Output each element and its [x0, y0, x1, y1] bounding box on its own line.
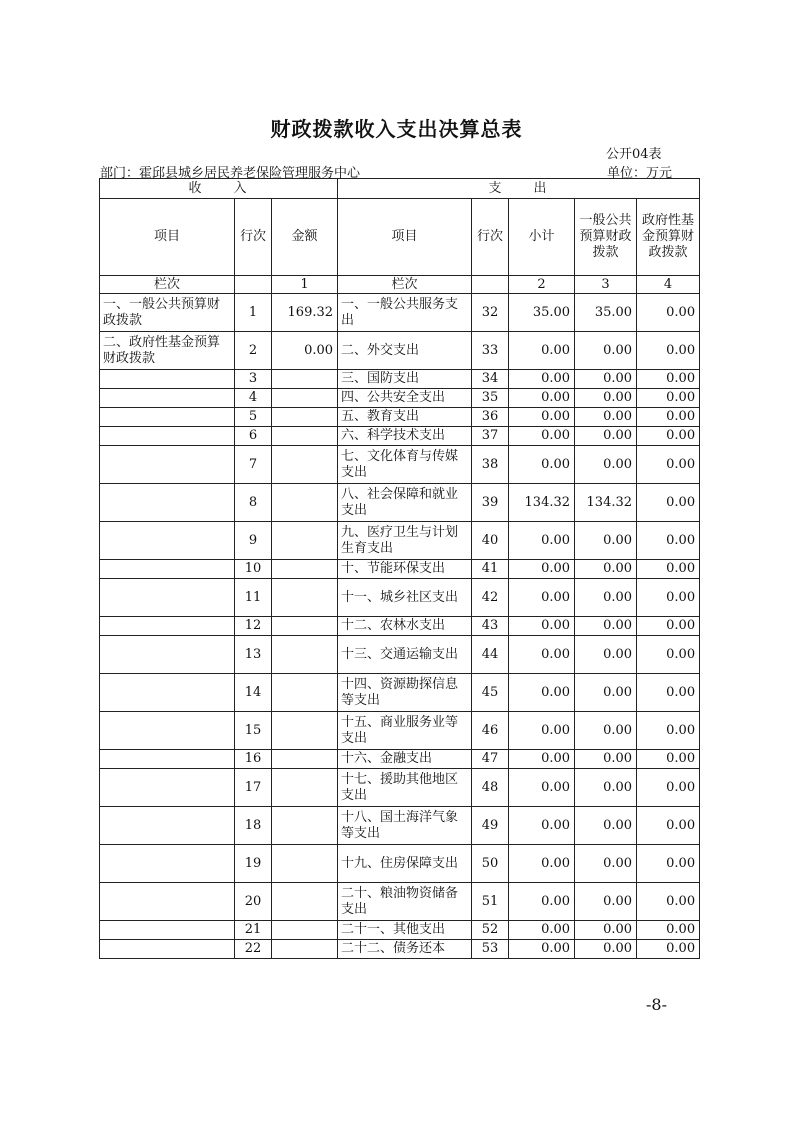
income-index-label: 栏次	[100, 276, 235, 294]
income-item-cell	[100, 427, 235, 446]
subtotal-cell: 35.00	[509, 294, 575, 332]
income-amount-cell: 169.32	[272, 294, 338, 332]
expense-line-cell: 42	[472, 579, 509, 617]
income-line-cell: 14	[235, 674, 272, 712]
gov-fund-cell: 0.00	[637, 674, 700, 712]
expense-line-cell: 39	[472, 484, 509, 522]
gov-fund-cell: 0.00	[637, 712, 700, 750]
income-amount-cell	[272, 750, 338, 769]
gov-fund-cell: 0.00	[637, 636, 700, 674]
income-item-cell	[100, 769, 235, 807]
table-row	[100, 636, 700, 674]
gov-fund-index: 4	[637, 276, 700, 294]
column-index-row	[100, 276, 700, 294]
general-budget-cell: 0.00	[575, 769, 637, 807]
income-index-line	[235, 276, 272, 294]
income-line-cell: 16	[235, 750, 272, 769]
income-item-cell	[100, 522, 235, 560]
income-amount-cell	[272, 389, 338, 408]
gov-fund-cell: 0.00	[637, 921, 700, 940]
expense-item-cell: 十六、金融支出	[338, 750, 472, 769]
general-budget-cell: 0.00	[575, 579, 637, 617]
table-row	[100, 560, 700, 579]
expense-item-cell: 十二、农林水支出	[338, 617, 472, 636]
expense-line-cell: 47	[472, 750, 509, 769]
gov-fund-cell: 0.00	[637, 769, 700, 807]
expense-line-cell: 37	[472, 427, 509, 446]
expense-section-header: 支 出	[338, 179, 700, 199]
expense-item-cell: 十七、援助其他地区支出	[338, 769, 472, 807]
income-amount-cell	[272, 807, 338, 845]
header-row-sections	[100, 179, 700, 199]
table-row	[100, 940, 700, 959]
expense-item-cell: 二十、粮油物资储备支出	[338, 883, 472, 921]
table-row	[100, 750, 700, 769]
table-row	[100, 769, 700, 807]
income-line-cell: 22	[235, 940, 272, 959]
page-title: 财政拨款收入支出决算总表	[270, 117, 523, 141]
expense-item-cell: 十、节能环保支出	[338, 560, 472, 579]
income-item-cell	[100, 408, 235, 427]
gov-fund-cell: 0.00	[637, 617, 700, 636]
subtotal-cell: 0.00	[509, 636, 575, 674]
income-section-header: 收 入	[100, 179, 338, 199]
expense-item-cell: 十五、商业服务业等支出	[338, 712, 472, 750]
subtotal-cell: 0.00	[509, 940, 575, 959]
expense-item-header: 项目	[338, 199, 472, 276]
general-budget-cell: 0.00	[575, 940, 637, 959]
expense-line-cell: 48	[472, 769, 509, 807]
table-row	[100, 845, 700, 883]
expense-line-cell: 33	[472, 332, 509, 370]
general-budget-cell: 0.00	[575, 446, 637, 484]
gov-fund-cell: 0.00	[637, 332, 700, 370]
income-amount-cell	[272, 845, 338, 883]
gov-fund-cell: 0.00	[637, 845, 700, 883]
expense-item-cell: 九、医疗卫生与计划生育支出	[338, 522, 472, 560]
form-code: 公开04表	[606, 147, 662, 162]
income-amount-cell	[272, 427, 338, 446]
income-amount-cell	[272, 769, 338, 807]
income-line-cell: 17	[235, 769, 272, 807]
expense-item-cell: 二十二、债务还本	[338, 940, 472, 959]
subtotal-cell: 0.00	[509, 579, 575, 617]
expense-item-cell: 一、一般公共服务支出	[338, 294, 472, 332]
subtotal-cell: 0.00	[509, 712, 575, 750]
income-item-cell	[100, 484, 235, 522]
expense-line-cell: 34	[472, 370, 509, 389]
expense-item-cell: 七、文化体育与传媒支出	[338, 446, 472, 484]
income-item-cell	[100, 617, 235, 636]
subtotal-cell: 0.00	[509, 332, 575, 370]
general-budget-cell: 0.00	[575, 807, 637, 845]
income-amount-cell	[272, 579, 338, 617]
table-row	[100, 674, 700, 712]
income-line-cell: 9	[235, 522, 272, 560]
income-item-cell	[100, 940, 235, 959]
gov-fund-cell: 0.00	[637, 370, 700, 389]
department-label: 部门：霍邱县城乡居民养老保险管理服务中心	[100, 166, 361, 181]
expense-line-cell: 43	[472, 617, 509, 636]
income-line-cell: 11	[235, 579, 272, 617]
gov-fund-cell: 0.00	[637, 389, 700, 408]
expense-line-cell: 49	[472, 807, 509, 845]
table-row	[100, 579, 700, 617]
general-budget-cell: 0.00	[575, 389, 637, 408]
subtotal-cell: 0.00	[509, 560, 575, 579]
subtotal-cell: 0.00	[509, 750, 575, 769]
income-line-cell: 21	[235, 921, 272, 940]
table-row	[100, 617, 700, 636]
page-number: -8-	[646, 995, 667, 1014]
table-row	[100, 446, 700, 484]
income-amount-cell	[272, 484, 338, 522]
income-line-cell: 4	[235, 389, 272, 408]
expense-index-label: 栏次	[338, 276, 472, 294]
gov-fund-cell: 0.00	[637, 750, 700, 769]
subtotal-cell: 0.00	[509, 446, 575, 484]
income-line-cell: 2	[235, 332, 272, 370]
subtotal-cell: 0.00	[509, 845, 575, 883]
subtotal-cell: 0.00	[509, 769, 575, 807]
income-item-cell	[100, 370, 235, 389]
income-amount-cell	[272, 446, 338, 484]
income-line-cell: 10	[235, 560, 272, 579]
expense-item-cell: 十三、交通运输支出	[338, 636, 472, 674]
expense-item-cell: 十四、资源勘探信息等支出	[338, 674, 472, 712]
general-budget-cell: 0.00	[575, 674, 637, 712]
table-row	[100, 408, 700, 427]
general-budget-cell: 0.00	[575, 560, 637, 579]
income-line-cell: 12	[235, 617, 272, 636]
table-row	[100, 294, 700, 332]
table-row	[100, 370, 700, 389]
income-line-cell: 13	[235, 636, 272, 674]
subtotal-cell: 134.32	[509, 484, 575, 522]
expense-line-cell: 51	[472, 883, 509, 921]
expense-item-cell: 六、科学技术支出	[338, 427, 472, 446]
general-budget-cell: 134.32	[575, 484, 637, 522]
expense-line-cell: 41	[472, 560, 509, 579]
income-item-cell: 一、一般公共预算财政拨款	[100, 294, 235, 332]
general-budget-cell: 0.00	[575, 617, 637, 636]
gov-fund-cell: 0.00	[637, 807, 700, 845]
income-line-header: 行次	[235, 199, 272, 276]
subtotal-cell: 0.00	[509, 389, 575, 408]
income-line-cell: 18	[235, 807, 272, 845]
general-budget-header: 一般公共预算财政拨款	[575, 199, 637, 276]
general-budget-cell: 0.00	[575, 636, 637, 674]
income-amount-cell	[272, 883, 338, 921]
general-budget-cell: 0.00	[575, 522, 637, 560]
income-line-cell: 1	[235, 294, 272, 332]
expense-item-cell: 十一、城乡社区支出	[338, 579, 472, 617]
gov-fund-cell: 0.00	[637, 522, 700, 560]
income-amount-cell	[272, 674, 338, 712]
subtotal-header: 小计	[509, 199, 575, 276]
expense-line-cell: 36	[472, 408, 509, 427]
table-row	[100, 427, 700, 446]
general-budget-cell: 35.00	[575, 294, 637, 332]
income-line-cell: 7	[235, 446, 272, 484]
subtotal-cell: 0.00	[509, 408, 575, 427]
income-item-cell	[100, 446, 235, 484]
gov-fund-cell: 0.00	[637, 294, 700, 332]
expense-line-cell: 40	[472, 522, 509, 560]
income-amount-cell	[272, 712, 338, 750]
income-amount-cell	[272, 921, 338, 940]
expense-item-cell: 十九、住房保障支出	[338, 845, 472, 883]
general-budget-cell: 0.00	[575, 370, 637, 389]
income-line-cell: 8	[235, 484, 272, 522]
expense-item-cell: 八、社会保障和就业支出	[338, 484, 472, 522]
expense-line-cell: 35	[472, 389, 509, 408]
table-row	[100, 712, 700, 750]
gov-fund-cell: 0.00	[637, 940, 700, 959]
expense-item-cell: 四、公共安全支出	[338, 389, 472, 408]
subtotal-cell: 0.00	[509, 427, 575, 446]
subtotal-cell: 0.00	[509, 617, 575, 636]
income-item-cell	[100, 921, 235, 940]
expense-item-cell: 二、外交支出	[338, 332, 472, 370]
expense-item-cell: 十八、国土海洋气象等支出	[338, 807, 472, 845]
general-budget-cell: 0.00	[575, 750, 637, 769]
income-line-cell: 6	[235, 427, 272, 446]
expense-line-cell: 45	[472, 674, 509, 712]
expense-line-cell: 52	[472, 921, 509, 940]
income-line-cell: 15	[235, 712, 272, 750]
expense-line-cell: 38	[472, 446, 509, 484]
general-budget-cell: 0.00	[575, 921, 637, 940]
subtotal-cell: 0.00	[509, 674, 575, 712]
expense-item-cell: 五、教育支出	[338, 408, 472, 427]
income-item-cell	[100, 883, 235, 921]
general-budget-cell: 0.00	[575, 408, 637, 427]
income-amount-cell	[272, 560, 338, 579]
subtotal-cell: 0.00	[509, 370, 575, 389]
gov-fund-cell: 0.00	[637, 408, 700, 427]
income-item-cell: 二、政府性基金预算财政拨款	[100, 332, 235, 370]
subtotal-cell: 0.00	[509, 807, 575, 845]
gov-fund-cell: 0.00	[637, 446, 700, 484]
income-item-cell	[100, 636, 235, 674]
budget-table	[99, 178, 700, 959]
gov-fund-cell: 0.00	[637, 427, 700, 446]
income-line-cell: 5	[235, 408, 272, 427]
gov-fund-cell: 0.00	[637, 883, 700, 921]
income-amount-cell	[272, 522, 338, 560]
gov-fund-header: 政府性基金预算财政拨款	[637, 199, 700, 276]
expense-line-cell: 32	[472, 294, 509, 332]
expense-index-line	[472, 276, 509, 294]
income-amount-cell: 0.00	[272, 332, 338, 370]
gov-fund-cell: 0.00	[637, 579, 700, 617]
income-amount-cell	[272, 940, 338, 959]
table-row	[100, 484, 700, 522]
general-index: 3	[575, 276, 637, 294]
gov-fund-cell: 0.00	[637, 484, 700, 522]
income-line-cell: 19	[235, 845, 272, 883]
income-amount-header: 金额	[272, 199, 338, 276]
table-row	[100, 807, 700, 845]
table-row	[100, 389, 700, 408]
expense-line-cell: 44	[472, 636, 509, 674]
table-row	[100, 883, 700, 921]
general-budget-cell: 0.00	[575, 427, 637, 446]
income-item-cell	[100, 674, 235, 712]
unit-label: 单位：万元	[607, 166, 673, 181]
subtotal-cell: 0.00	[509, 522, 575, 560]
general-budget-cell: 0.00	[575, 883, 637, 921]
subtotal-index: 2	[509, 276, 575, 294]
general-budget-cell: 0.00	[575, 712, 637, 750]
expense-line-cell: 50	[472, 845, 509, 883]
income-item-cell	[100, 389, 235, 408]
income-item-cell	[100, 712, 235, 750]
income-amount-cell	[272, 408, 338, 427]
subtotal-cell: 0.00	[509, 921, 575, 940]
table-row	[100, 332, 700, 370]
table-row	[100, 921, 700, 940]
expense-line-cell: 46	[472, 712, 509, 750]
subtotal-cell: 0.00	[509, 883, 575, 921]
expense-line-cell: 53	[472, 940, 509, 959]
income-amount-cell	[272, 370, 338, 389]
income-line-cell: 20	[235, 883, 272, 921]
gov-fund-cell: 0.00	[637, 560, 700, 579]
income-amount-cell	[272, 636, 338, 674]
income-item-cell	[100, 579, 235, 617]
income-line-cell: 3	[235, 370, 272, 389]
income-amount-cell	[272, 617, 338, 636]
general-budget-cell: 0.00	[575, 332, 637, 370]
income-item-cell	[100, 750, 235, 769]
income-item-cell	[100, 560, 235, 579]
income-item-header: 项目	[100, 199, 235, 276]
table-row	[100, 522, 700, 560]
expense-item-cell: 三、国防支出	[338, 370, 472, 389]
income-item-cell	[100, 807, 235, 845]
income-index-amount: 1	[272, 276, 338, 294]
expense-item-cell: 二十一、其他支出	[338, 921, 472, 940]
general-budget-cell: 0.00	[575, 845, 637, 883]
header-row-columns	[100, 199, 700, 276]
income-item-cell	[100, 845, 235, 883]
expense-line-header: 行次	[472, 199, 509, 276]
